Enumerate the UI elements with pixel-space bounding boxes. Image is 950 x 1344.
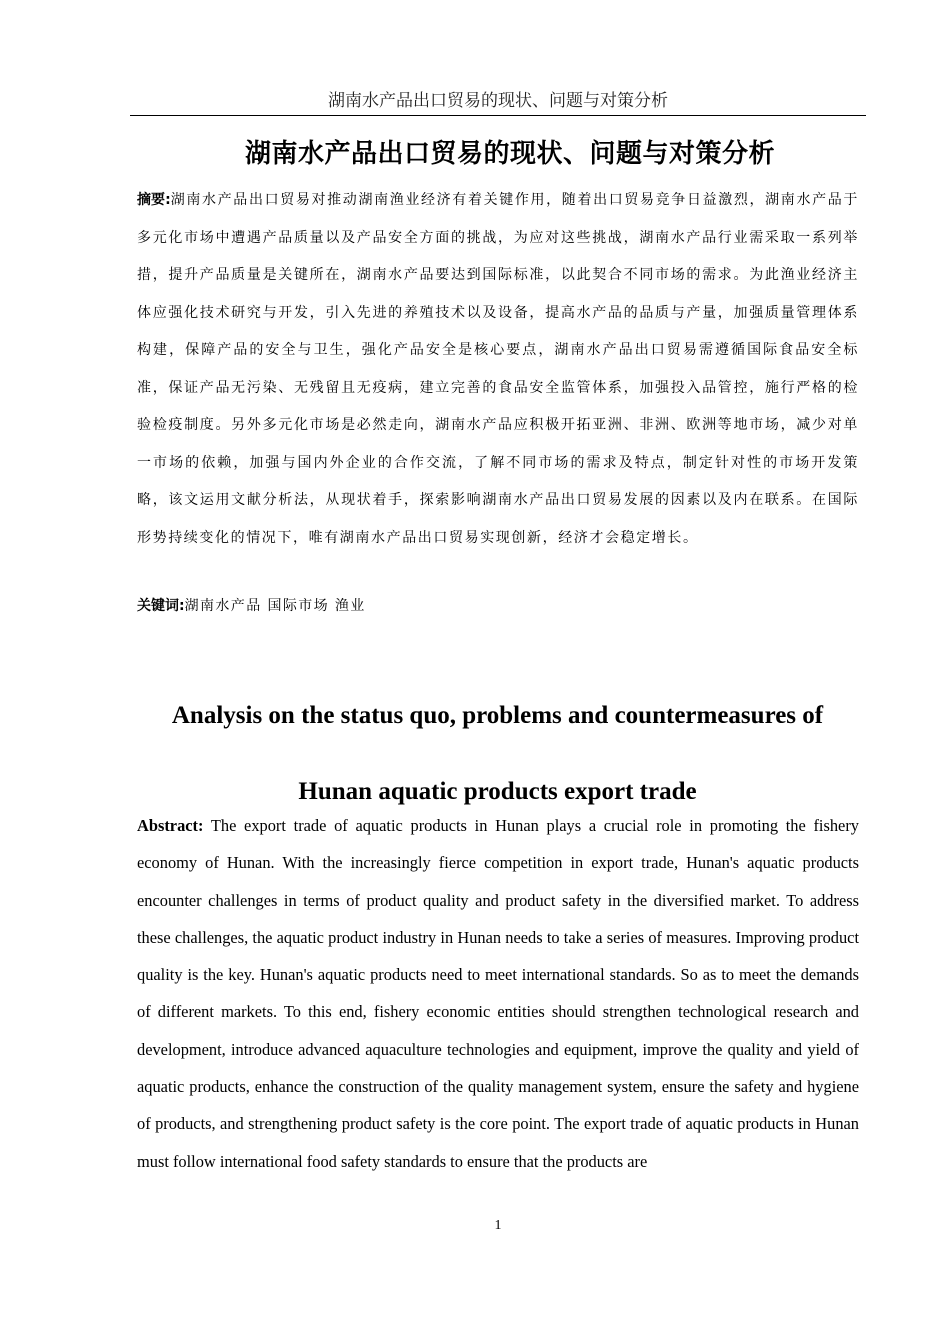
english-abstract <box>137 807 859 1180</box>
english-title-line-2: Hunan aquatic products export trade <box>298 778 697 805</box>
running-header-title: 湖南水产品出口贸易的现状、问题与对策分析 <box>328 91 668 111</box>
english-abstract-label: Abstract: <box>137 816 204 835</box>
chinese-keywords-label: 关键词: <box>137 598 185 614</box>
english-abstract-text: The export trade of aquatic products in Hunan plays a crucial role in promoting the fishery economy of Hunan. With the increasingly fierce competition in export trade, Hunan's aquatic products encounter challenges in terms of product quality and product safety in the diversified market. To address these challenges, the aquatic product industry in Hunan needs to take a series of measures. Improving product quality is the key. Hunan's aquatic products need to meet international standards. So as to meet the demands of different markets. To this end, fishery economic entities should strengthen technological research and development, introduce advanced aquaculture technologies and equipment, improve the quality and yield of aquatic products, enhance the construction of the quality management system, ensure the safety and hygiene of products, and strengthening product safety is the core point. The export trade of aquatic products in Hunan must follow international food safety standards to ensure that the products are <box>137 816 859 1171</box>
chinese-keywords <box>137 588 859 625</box>
chinese-abstract-label: 摘要: <box>137 192 171 208</box>
running-header <box>130 88 866 116</box>
chinese-abstract <box>137 182 859 557</box>
english-title-line-1: Analysis on the status quo, problems and countermeasures of <box>171 702 824 729</box>
chinese-keywords-text: 湖南水产品 国际市场 渔业 <box>184 598 366 614</box>
chinese-title: 湖南水产品出口贸易的现状、问题与对策分析 <box>244 139 775 169</box>
chinese-abstract-text: 湖南水产品出口贸易对推动湖南渔业经济有着关键作用，随着出口贸易竞争日益激烈，湖南水产品于多元化市场中遭遇产品质量以及产品安全方面的挑战，为应对这些挑战，湖南水产品行业需采取一系列举措，提升产品质量是关键所在，湖南水产品要达到国际标准，以此契合不同市场的需求。为此渔业经济主体应强化技术研究与开发，引入先进的养殖技术以及设备，提高水产品的品质与产量，加强质量管理体系构建，保障产品的安全与卫生，强化产品安全是核心要点，湖南水产品出口贸易需遵循国际食品安全标准，保证产品无污染、无残留且无疫病，建立完善的食品安全监管体系，加强投入品管控，施行严格的检验检疫制度。另外多元化市场是必然走向，湖南水产品应积极开拓亚洲、非洲、欧洲等地市场，减少对单一市场的依赖，加强与国内外企业的合作交流，了解不同市场的需求及特点，制定针对性的市场开发策略，该文运用文献分析法，从现状着手，探索影响湖南水产品出口贸易发展的因素以及内在联系。在国际形势持续变化的情况下，唯有湖南水产品出口贸易实现创新，经济才会稳定增长。 <box>137 192 859 546</box>
page-number: 1 <box>494 1218 502 1233</box>
